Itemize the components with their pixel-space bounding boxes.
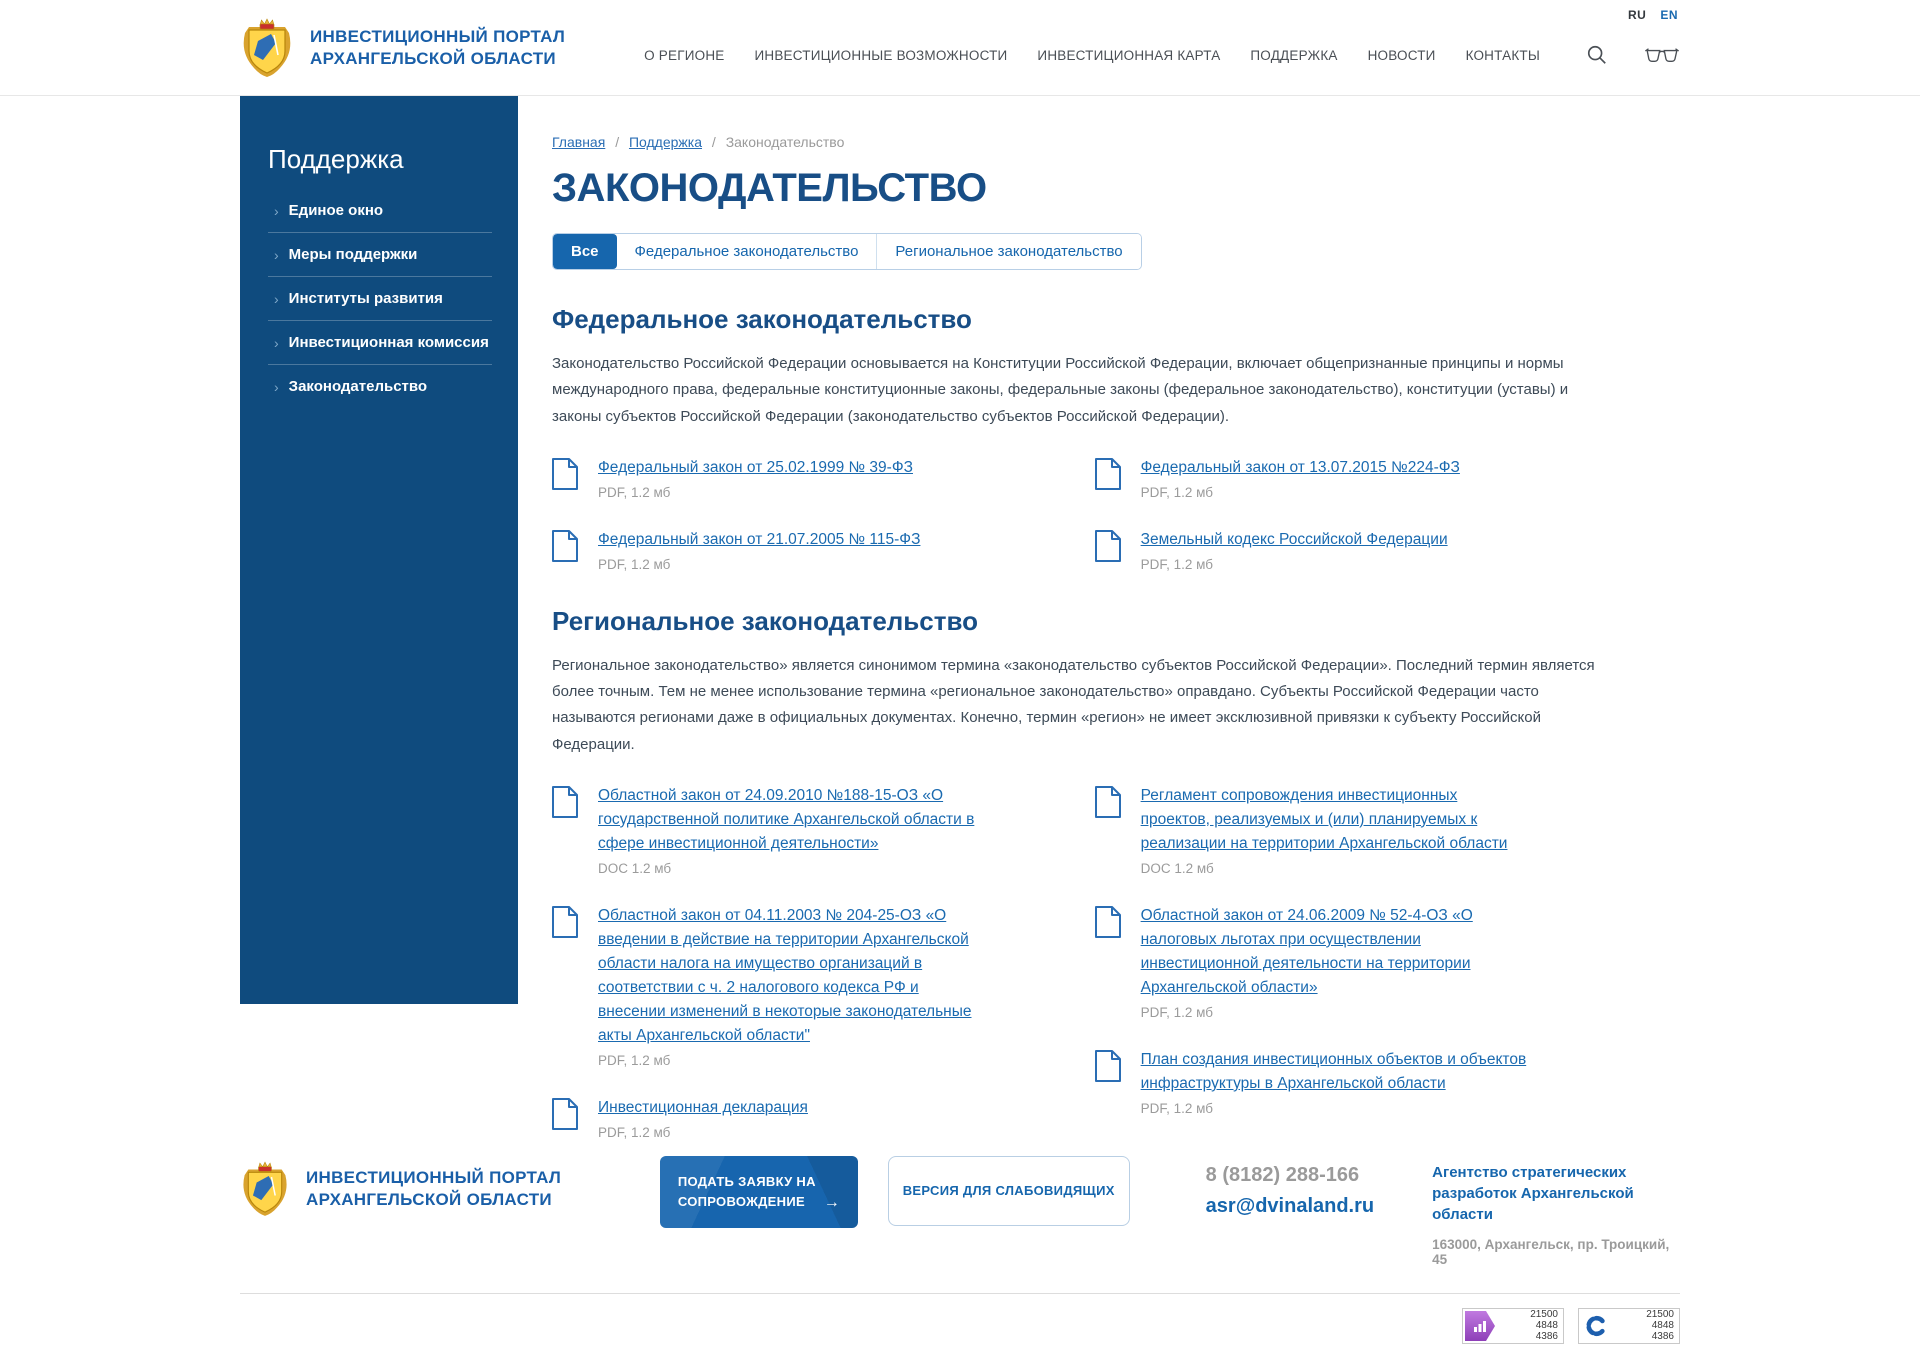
support-sidebar: [240, 96, 518, 1004]
visit-counters: [240, 1308, 1680, 1356]
sidebar-item-support-measures[interactable]: › Меры поддержки: [268, 233, 492, 277]
coat-of-arms-icon: [240, 1160, 290, 1218]
page-title: ЗАКОНОДАТЕЛЬСТВО: [552, 166, 987, 210]
nav-item-region[interactable]: О РЕГИОНЕ: [644, 47, 725, 63]
main-content: [518, 96, 1613, 1140]
chevron-right-icon: ›: [274, 334, 279, 351]
file-icon: [1095, 456, 1121, 500]
sidebar-item-single-window[interactable]: › Единое окно: [268, 189, 492, 233]
lang-en-button[interactable]: EN: [1660, 8, 1678, 22]
file-icon: [552, 904, 578, 1068]
breadcrumb: Главная / Поддержка / Законодательство: [552, 134, 845, 150]
document-meta: PDF, 1.2 мб: [1140, 556, 1213, 572]
lang-ru-button[interactable]: RU: [1627, 8, 1647, 22]
file-icon: [552, 1096, 578, 1140]
language-switch: [1628, 8, 1678, 22]
breadcrumb-home-link[interactable]: Главная: [552, 134, 606, 150]
nav-item-contacts[interactable]: КОНТАКТЫ: [1465, 47, 1540, 63]
document-meta: PDF, 1.2 мб: [1140, 1004, 1213, 1020]
footer-logo[interactable]: [240, 1156, 660, 1218]
document-meta: DOC 1.2 мб: [598, 860, 672, 876]
file-icon: [552, 456, 578, 500]
legislation-filter-tabs: [552, 233, 1142, 270]
nav-item-news[interactable]: НОВОСТИ: [1367, 47, 1436, 63]
site-logo[interactable]: [240, 17, 565, 79]
file-icon: [552, 784, 578, 876]
visually-impaired-version-button[interactable]: ВЕРСИЯ ДЛЯ СЛАБОВИДЯЩИХ: [888, 1156, 1130, 1226]
section-description: Законодательство Российской Федерации основывается на Конституции Российской Федерации, включает общепризнанные принципы и нормы международного права, федеральные конституционные законы, федеральные законы (федеральное законодательство), конституции (уставы) и законы субъектов Российской Федерации (законодательство субъектов Российской Федерации).: [552, 355, 1569, 425]
document-item: [552, 784, 1095, 876]
search-icon[interactable]: [1586, 44, 1608, 66]
accessibility-glasses-icon[interactable]: [1644, 46, 1680, 65]
regional-legislation-section: [552, 606, 1613, 1140]
file-icon: [1095, 1048, 1121, 1116]
document-item: [552, 528, 1095, 572]
document-link[interactable]: Регламент сопровождения инвестиционных проектов, реализуемых и (или) планируемых к реализации на территории Архангельской области: [1140, 786, 1508, 852]
nav-item-investment-map[interactable]: ИНВЕСТИЦИОННАЯ КАРТА: [1037, 47, 1221, 63]
document-meta: PDF, 1.2 мб: [598, 556, 671, 572]
tab-federal[interactable]: Федеральное законодательство: [617, 234, 877, 269]
document-link[interactable]: Федеральный закон от 13.07.2015 №224-ФЗ: [1140, 458, 1460, 476]
document-item: [1095, 456, 1613, 500]
document-link[interactable]: Земельный кодекс Российской Федерации: [1140, 530, 1448, 548]
footer-email-link[interactable]: asr@dvinaland.ru: [1205, 1194, 1375, 1217]
tab-all[interactable]: Все: [553, 234, 617, 269]
file-icon: [1095, 904, 1121, 1020]
document-item: [552, 456, 1095, 500]
document-item: [552, 1096, 1095, 1140]
document-link[interactable]: Инвестиционная декларация: [598, 1098, 808, 1116]
bar-chart-icon: [1465, 1311, 1495, 1341]
footer-agency-info: [1432, 1156, 1680, 1267]
document-meta: PDF, 1.2 мб: [598, 484, 671, 500]
document-item: [1095, 904, 1613, 1020]
footer-site-title: ИНВЕСТИЦИОННЫЙ ПОРТАЛ АРХАНГЕЛЬСКОЙ ОБЛАСТИ: [306, 1167, 562, 1209]
sidebar-item-development-institutes[interactable]: › Институты развития: [268, 277, 492, 321]
footer-contacts: [1206, 1156, 1374, 1218]
document-link[interactable]: Областной закон от 24.06.2009 № 52-4-ОЗ «О налоговых льготах при осуществлении инвестиционной деятельности на территории Архангельской области»: [1140, 906, 1473, 996]
site-footer: [0, 1140, 1920, 1356]
agency-name: Агентство стратегических разработок Архангельской области: [1432, 1163, 1634, 1223]
arrow-right-icon: →: [823, 1193, 840, 1211]
agency-address: 163000, Архангельск, пр. Троицкий, 45: [1432, 1236, 1670, 1267]
liveinternet-counter-badge[interactable]: 21500 4848 4386: [1462, 1308, 1564, 1344]
document-meta: PDF, 1.2 мб: [598, 1052, 671, 1068]
chevron-right-icon: ›: [274, 202, 279, 219]
document-meta: PDF, 1.2 мб: [598, 1124, 671, 1140]
document-link[interactable]: Федеральный закон от 25.02.1999 № 39-ФЗ: [598, 458, 913, 476]
chevron-right-icon: ›: [274, 290, 279, 307]
document-item: [1095, 528, 1613, 572]
nav-item-opportunities[interactable]: ИНВЕСТИЦИОННЫЕ ВОЗМОЖНОСТИ: [754, 47, 1008, 63]
coat-of-arms-icon: [240, 17, 294, 79]
chevron-right-icon: ›: [274, 378, 279, 395]
apply-for-support-button[interactable]: ПОДАТЬ ЗАЯВКУ НА СОПРОВОЖДЕНИЕ →: [660, 1156, 858, 1228]
document-item: [1095, 1048, 1613, 1116]
federal-legislation-section: [552, 304, 1613, 572]
document-item: [552, 904, 1095, 1068]
footer-phone[interactable]: 8 (8182) 288-166: [1205, 1163, 1360, 1186]
sputnik-counter-badge[interactable]: 21500 4848 4386: [1578, 1308, 1680, 1344]
document-link[interactable]: Областной закон от 24.09.2010 №188-15-ОЗ «О государственной политике Архангельской области в сфере инвестиционной деятельности»: [598, 786, 975, 852]
main-navigation: [644, 44, 1680, 66]
site-header: [0, 0, 1920, 96]
section-description: Региональное законодательство» является синонимом термина «законодательство субъектов Российской Федерации». Последний термин является более точным. Тем не менее использование термина «региональное законодательство» оправдано. Субъекты Российской Федерации часто называются регионами даже в официальных документах. Конечно, термин «регион» не имеет эксклюзивной привязки к субъекту Российской Федерации.: [552, 656, 1595, 753]
file-icon: [1095, 528, 1121, 572]
section-heading: Региональное законодательство: [552, 605, 978, 636]
footer-divider: [240, 1293, 1680, 1294]
breadcrumb-support-link[interactable]: Поддержка: [628, 134, 703, 150]
sidebar-item-investment-commission[interactable]: › Инвестиционная комиссия: [268, 321, 492, 365]
section-heading: Федеральное законодательство: [552, 304, 972, 334]
document-meta: PDF, 1.2 мб: [1140, 1100, 1213, 1116]
document-link[interactable]: План создания инвестиционных объектов и объектов инфраструктуры в Архангельской области: [1140, 1050, 1527, 1092]
file-icon: [552, 528, 578, 572]
document-link[interactable]: Областной закон от 04.11.2003 № 204-25-ОЗ «О введении в действие на территории Архангельской области налога на имущество организаций в соответствии с ч. 2 налогового кодекса РФ и внесении изменений в некоторые законодательные акты Архангельской области": [598, 906, 972, 1044]
sidebar-item-legislation[interactable]: › Законодательство: [274, 378, 428, 395]
chevron-right-icon: ›: [274, 246, 279, 263]
file-icon: [1095, 784, 1121, 876]
sidebar-title: Поддержка: [268, 144, 404, 174]
tab-regional[interactable]: Региональное законодательство: [876, 234, 1140, 269]
document-meta: PDF, 1.2 мб: [1140, 484, 1213, 500]
site-title: ИНВЕСТИЦИОННЫЙ ПОРТАЛ АРХАНГЕЛЬСКОЙ ОБЛАСТИ: [310, 26, 566, 68]
document-link[interactable]: Федеральный закон от 21.07.2005 № 115-ФЗ: [598, 530, 921, 548]
c-logo-icon: [1581, 1311, 1611, 1341]
document-item: [1095, 784, 1613, 876]
document-meta: DOC 1.2 мб: [1140, 860, 1214, 876]
nav-item-support[interactable]: ПОДДЕРЖКА: [1250, 47, 1338, 63]
breadcrumb-current: Законодательство: [725, 134, 845, 150]
